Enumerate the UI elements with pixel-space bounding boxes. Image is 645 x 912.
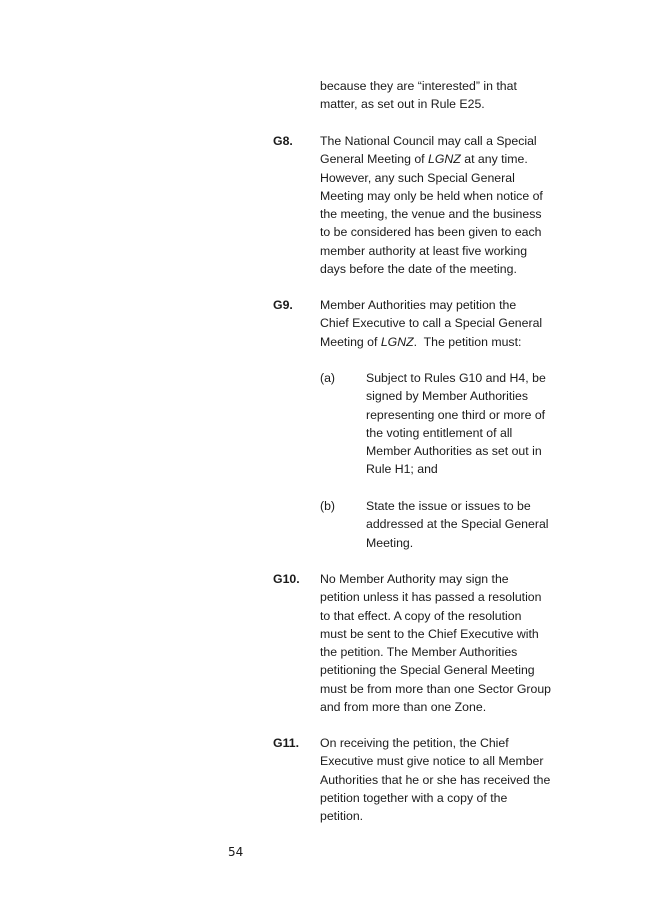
rule-number-g11: G11. [273,736,299,750]
text-line: Subject to Rules G10 and H4, be [366,371,546,385]
subitem-text-b [366,497,549,552]
rule-number-g9: G9. [273,298,293,312]
rule-text-g11 [320,734,550,825]
text-line: Authorities that he or she has received the [320,772,551,787]
rule-number-g10: G10. [273,572,300,586]
rule-text-g8 [320,132,543,278]
text-line: Meeting of LGNZ. The petition must: [320,334,522,349]
text-line: Member Authorities as set out in [366,444,542,459]
lgnz-italic: LGNZ [380,334,414,349]
text-line: must be sent to the Chief Executive with [320,626,539,641]
text-line: petition. [320,809,364,824]
continuation-paragraph [320,77,517,114]
page-number: 54 [228,845,244,859]
text-line: Meeting may only be held when notice of [320,188,543,203]
text-line: No Member Authority may sign the [320,572,509,586]
text-line: signed by Member Authorities [366,389,528,404]
subitem-label-a: (a) [320,371,336,385]
text-line: representing one third or more of [366,407,546,422]
subitem-text-a [366,369,546,479]
text-line: to be considered has been given to each [320,225,542,240]
text-line: General Meeting of LGNZ at any time. [320,152,528,167]
text-line: because they are “interested” in that [320,79,517,93]
text-line: State the issue or issues to be [366,499,531,513]
subitem-label-b: (b) [320,499,336,513]
text-line: Chief Executive to call a Special General [320,316,543,331]
rule-text-g9 [320,296,542,351]
text-line: petition unless it has passed a resolution [320,590,542,605]
text-line: must be from more than one Sector Group [320,681,552,696]
text-line: petition together with a copy of the [320,790,508,805]
text-line: to that effect. A copy of the resolution [320,608,522,623]
text-line: the voting entitlement of all [366,425,513,440]
text-line: the meeting, the venue and the business [320,207,542,222]
text-line: Meeting. [366,535,414,550]
rule-text-g10 [320,570,551,716]
text-line: matter, as set out in Rule E25. [320,97,485,112]
text-line: days before the date of the meeting. [320,262,517,277]
text-line: member authority at least five working [320,243,528,258]
text-line: addressed at the Special General [366,517,549,532]
text-line: Rule H1; and [366,462,438,477]
lgnz-italic: LGNZ [428,152,461,167]
text-line: petitioning the Special General Meeting [320,663,535,678]
text-line: However, any such Special General [320,170,515,185]
text-line: The National Council may call a Special [320,134,537,148]
text-line: On receiving the petition, the Chief [320,736,509,750]
text-line: and from more than one Zone. [320,700,487,715]
text-line: Executive must give notice to all Member [320,754,544,769]
text-line: Member Authorities may petition the [320,298,517,312]
rule-number-g8: G8. [273,134,293,148]
text-line: the petition. The Member Authorities [320,645,518,660]
